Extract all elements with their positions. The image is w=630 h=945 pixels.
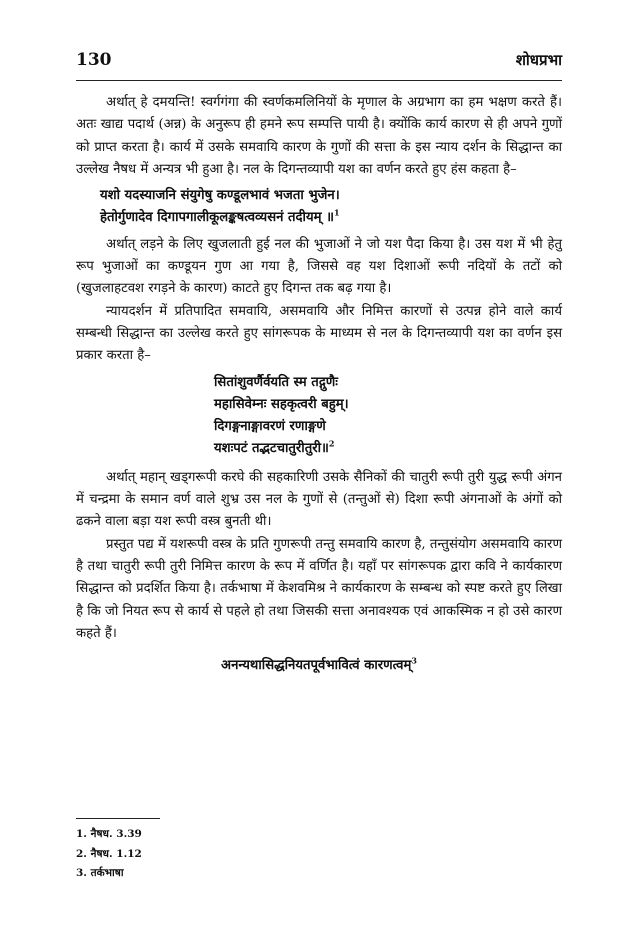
page-number: 130: [76, 50, 112, 70]
paragraph-4: अर्थात् महान् खड्गरूपी करघे की सहकारिणी उसके सैनिकों की चातुरी रूपी तुरी युद्ध रूपी अंगन में चन्द्रमा के समान वर्ण वाले शुभ्र उस नल के गुणों से (तन्तुओं से) दिशा रूपी अंगनाओं के अंगों को ढकने वाला बड़ा यश रूपी वस्त्र बुनती थी।: [76, 469, 562, 530]
footnote-ref-3: 3: [411, 655, 417, 666]
paragraph-3: न्यायदर्शन में प्रतिपादित समवायि, असमवायि और निमित्त कारणों से उत्पन्न होने वाले कार्य सम्बन्धी सिद्धान्त का उल्लेख करते हुए सांगरूपक के माध्यम से नल के दिगन्तव्यापी यश का वर्णन इस प्रकार करता है–: [76, 303, 562, 364]
verse-1-line-1: यशो यदस्याजनि संयुगेषु कण्डूलभावं भजता भुजेन।: [100, 188, 340, 204]
verse-2-line-4: यशःपटं तद्भटचातुरीतुरी॥$^2$: [214, 439, 335, 457]
footnotes: [76, 825, 142, 884]
main-text: [76, 92, 562, 677]
footnote-rule: [76, 818, 160, 819]
running-title: शोधप्रभा: [515, 51, 562, 69]
verse-block-2: [214, 372, 562, 461]
paragraph-5: प्रस्तुत पद्य में यशरूपी वस्त्र के प्रति गुणरूपी तन्तु समवायि कारण है, तन्तुसंयोग असमवायि कारण है तथा चातुरी रूपी तुरी निमित्त कारण के रूप में वर्णित है। यहाँ पर सांगरूपक द्वारा कवि ने कार्यकारण सिद्धान्त को प्रदर्शित किया है। तर्कभाषा में केशवमिश्र ने कार्यकारण के सम्बन्ध को स्पष्ट करते हुए लिखा है कि जो नियत रूप से कार्य से पहले हो तथा जिसकी सत्ता अनावश्यक एवं आकस्मिक न हो उसे कारण कहते हैं।: [76, 536, 562, 641]
footnote-1: 1. नैषध. 3.39: [76, 828, 142, 840]
footnote-2: 2. नैषध. 1.12: [76, 847, 142, 860]
verse-2-line-1: सितांशुवर्णैर्वयति स्म तद्गुणैः: [214, 374, 338, 390]
footnote-ref-2: 2: [328, 439, 335, 450]
footnote-ref-1: 1: [334, 208, 340, 219]
definition-quote: अनन्यथासिद्धनियतपूर्वभावित्वं कारणत्वम्$^3$: [221, 655, 417, 674]
page-header: [76, 50, 562, 76]
verse-1-line-2: हेतोर्गुणादेव दिगापगालीकूलङ्कषत्वव्यसनं तदीयम् ॥$^1$: [100, 208, 340, 226]
verse-2-line-2: महासिवेम्नः सहकृत्वरी बहुम्।: [214, 396, 349, 412]
verse-2-line-3: दिगङ्गनाङ्गावरणं रणाङ्गणे: [214, 419, 326, 435]
footnote-3: 3. तर्कभाषा: [76, 867, 124, 879]
paragraph-2: अर्थात् लड़ने के लिए खुजलाती हुई नल की भुजाओं ने जो यश पैदा किया है। उस यश में भी हेतु रूप भुजाओं का कण्डूयन गुण आ गया है, जिससे वह यश दिशाओं रूपी नदियों के तटों को (खुजलाहटवश रगड़ने के कारण) काटते हुए दिगन्त तक बढ़ गया है।: [76, 236, 562, 297]
header-rule: [76, 80, 562, 81]
verse-block-1: [100, 185, 562, 230]
paragraph-1: अर्थात् हे दमयन्ति! स्वर्गगंगा की स्वर्णकमलिनियों के मृणाल के अग्रभाग का हम भक्षण करते हैं। अतः खाद्य पदार्थ (अन्न) के अनुरूप ही हमने रूप सम्पत्ति पायी है। क्योंकि कार्य कारण से ही अपने गुणों को प्राप्त करता है। कार्य में उसके समवायि कारण के गुणों की सत्ता के इस न्याय दर्शन के सिद्धान्त का उल्लेख नैषध में अन्यत्र भी हुआ है। नल के दिगन्तव्यापी यश का वर्णन करते हुए हंस कहता है–: [76, 95, 562, 177]
